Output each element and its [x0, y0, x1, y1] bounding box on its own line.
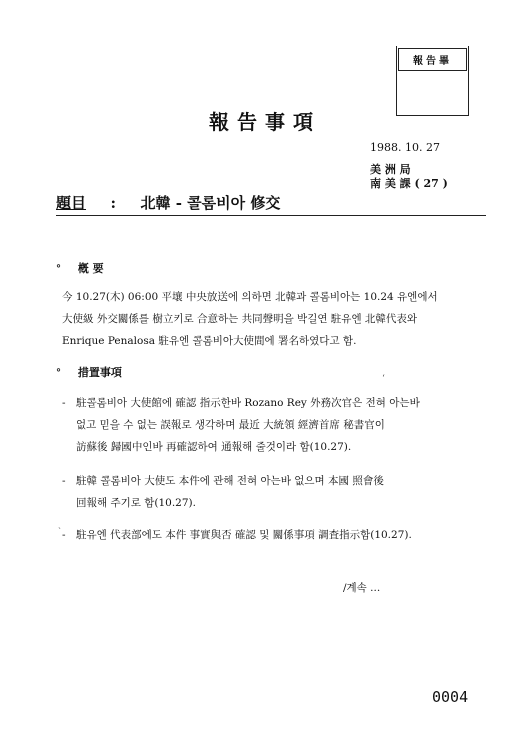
overview-line: Enrique Penalosa 駐유엔 콜롬비아大使間에 署名하였다고 함. [62, 335, 357, 347]
item-line: 駐韓 콜롬비아 大使도 本件에 관해 전혀 아는바 없으며 本國 照會後 [76, 475, 384, 487]
overview-bullet: ° [56, 264, 61, 275]
page-number: 0004 [432, 688, 469, 706]
overview-paragraph [62, 286, 472, 352]
measures-heading-text: 措置事項 [77, 366, 122, 379]
item-line: 없고 믿을 수 없는 誤報로 생각하며 最近 大統領 經濟首席 秘書官이 [76, 419, 385, 431]
measures-bullet: ° [56, 368, 61, 379]
subject-text: 北韓 - 콜롬비아 修交 [140, 194, 281, 212]
overview-heading [56, 260, 104, 276]
subject-line [56, 192, 486, 216]
item-line: 駐유엔 代表部에도 本件 事實與否 確認 및 關係事項 調査指示함(10.27). [76, 529, 412, 541]
measure-item [62, 392, 476, 458]
document-title: 報告事項 [209, 110, 321, 134]
approval-stamp-label: 報告畢 [398, 48, 467, 71]
overview-heading-text: 槪 要 [77, 262, 104, 275]
measure-item [62, 470, 476, 514]
stray-mark: ʻ [382, 374, 385, 384]
item-dash: - [62, 529, 66, 541]
report-date: 1988. 10. 27 [370, 141, 440, 154]
overview-line: 今 10.27(木) 06:00 平壤 中央放送에 의하면 北韓과 콜롬비아는 10.24 유엔에서 [62, 291, 438, 303]
section-name: 南 美 課 ( 27 ) [370, 177, 448, 190]
item-line: 回報해 주기로 함(10.27). [76, 497, 196, 509]
continued-note: /계속 ... [343, 582, 381, 594]
stray-tick: ˏ [58, 520, 61, 530]
measures-heading [56, 364, 122, 380]
overview-line: 大使級 外交關係를 樹立키로 合意하는 共同聲明을 박길연 駐유엔 北韓代表와 [62, 313, 418, 325]
subject-label: 題目 [56, 194, 87, 212]
item-line: 訪蘇後 歸國中인바 再確認하여 通報해 줄것이라 함(10.27). [76, 441, 352, 453]
item-line: 駐콜롬비아 大使館에 確認 指示한바 Rozano Rey 外務次官은 전혀 아는바 [76, 397, 420, 409]
item-dash: - [62, 397, 66, 409]
item-dash: - [62, 475, 66, 487]
subject-colon: : [110, 194, 117, 212]
bureau-name: 美 洲 局 [370, 163, 411, 176]
measure-item [62, 524, 476, 546]
